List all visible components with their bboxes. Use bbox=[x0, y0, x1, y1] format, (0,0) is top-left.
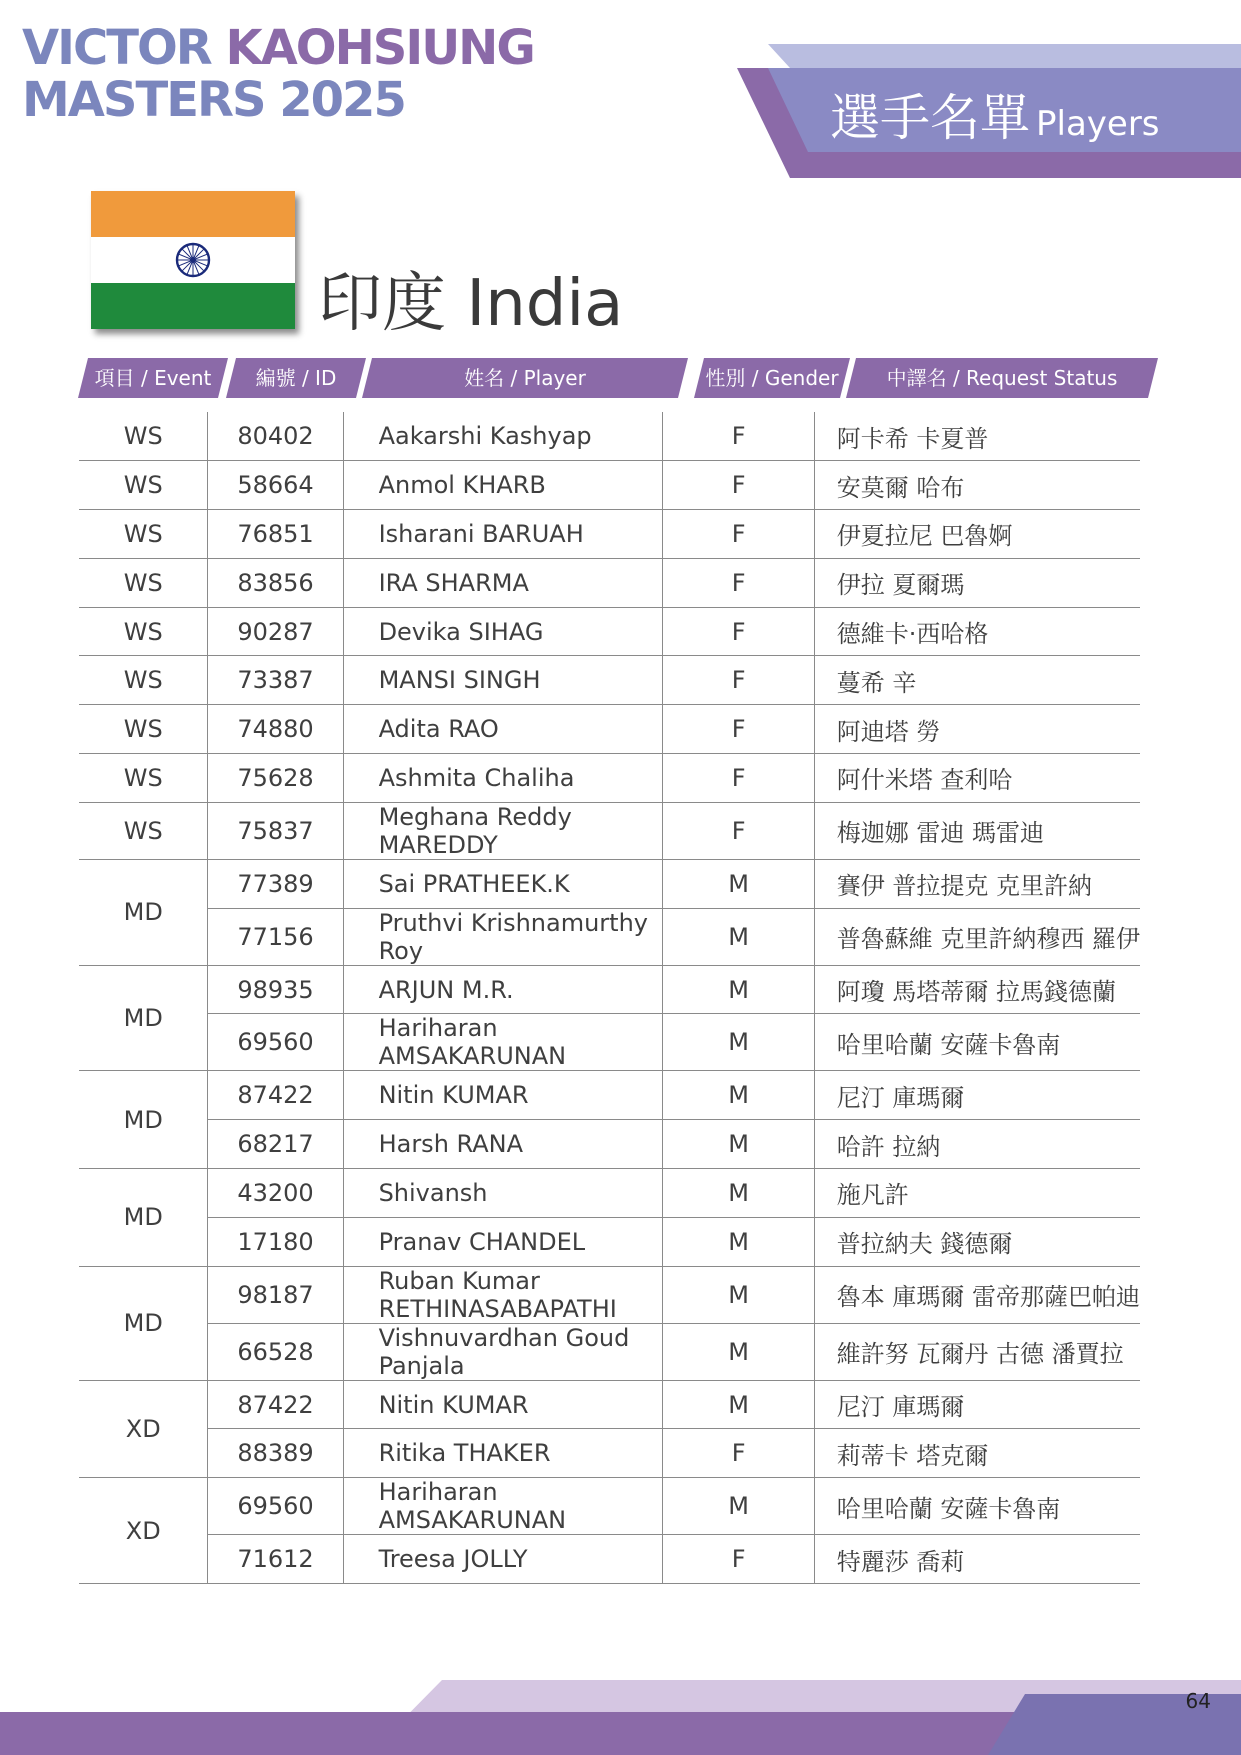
header-gender-label: 性別 / Gender bbox=[705, 366, 839, 390]
table-row bbox=[79, 510, 1140, 559]
table-row bbox=[79, 1323, 1140, 1380]
player-cell: ARJUN M.R. bbox=[343, 965, 663, 1014]
gender-cell: M bbox=[663, 1217, 814, 1266]
gender-cell: M bbox=[663, 1478, 814, 1535]
player-cell: IRA SHARMA bbox=[343, 558, 663, 607]
id-cell: 88389 bbox=[208, 1429, 343, 1478]
request-cell: 伊夏拉尼 巴魯婀 bbox=[814, 510, 1140, 559]
header-request-label: 中譯名 / Request Status bbox=[886, 366, 1118, 390]
table-row bbox=[79, 754, 1140, 803]
player-cell: Hariharan AMSAKARUNAN bbox=[343, 1014, 663, 1071]
id-cell: 75628 bbox=[208, 754, 343, 803]
id-cell: 98187 bbox=[208, 1266, 343, 1323]
table-row bbox=[79, 412, 1140, 461]
table-row bbox=[79, 859, 1140, 908]
id-cell: 77389 bbox=[208, 859, 343, 908]
player-cell: Pranav CHANDEL bbox=[343, 1217, 663, 1266]
player-cell: Sai PRATHEEK.K bbox=[343, 859, 663, 908]
header-id-label: 編號 / ID bbox=[255, 366, 337, 390]
footer-band bbox=[0, 1680, 1241, 1755]
gender-cell: M bbox=[663, 1014, 814, 1071]
table-row bbox=[79, 1014, 1140, 1071]
request-cell: 梅迦娜 雷迪 瑪雷迪 bbox=[814, 802, 1140, 859]
request-cell: 阿什米塔 查利哈 bbox=[814, 754, 1140, 803]
request-cell: 阿瓊 馬塔蒂爾 拉馬錢德蘭 bbox=[814, 965, 1140, 1014]
table-row bbox=[79, 1071, 1140, 1120]
ashoka-chakra-icon bbox=[175, 242, 211, 278]
table-row bbox=[79, 1429, 1140, 1478]
brand-victor: VICTOR bbox=[22, 20, 226, 76]
player-cell: Isharani BARUAH bbox=[343, 510, 663, 559]
india-flag bbox=[91, 191, 295, 329]
gender-cell: M bbox=[663, 1071, 814, 1120]
table-row bbox=[79, 461, 1140, 510]
player-cell: Ritika THAKER bbox=[343, 1429, 663, 1478]
country-title: 印度 India bbox=[318, 267, 624, 341]
request-cell: 施凡許 bbox=[814, 1169, 1140, 1218]
player-cell: Harsh RANA bbox=[343, 1120, 663, 1169]
gender-cell: M bbox=[663, 908, 814, 965]
id-cell: 75837 bbox=[208, 802, 343, 859]
event-cell: MD bbox=[79, 859, 208, 965]
event-cell: WS bbox=[79, 705, 208, 754]
request-cell: 維許努 瓦爾丹 古德 潘賈拉 bbox=[814, 1323, 1140, 1380]
gender-cell: F bbox=[663, 510, 814, 559]
gender-cell: M bbox=[663, 965, 814, 1014]
request-cell: 德維卡·西哈格 bbox=[814, 607, 1140, 656]
id-cell: 74880 bbox=[208, 705, 343, 754]
table-row bbox=[79, 1120, 1140, 1169]
event-cell: XD bbox=[79, 1380, 208, 1478]
gender-cell: M bbox=[663, 1323, 814, 1380]
gender-cell: F bbox=[663, 656, 814, 705]
player-cell: Treesa JOLLY bbox=[343, 1535, 663, 1584]
player-cell: Hariharan AMSAKARUNAN bbox=[343, 1478, 663, 1535]
player-cell: Ashmita Chaliha bbox=[343, 754, 663, 803]
request-cell: 賽伊 普拉提克 克里許納 bbox=[814, 859, 1140, 908]
player-roster-table bbox=[79, 412, 1140, 1584]
player-cell: Ruban Kumar RETHINASABAPATHI bbox=[343, 1266, 663, 1323]
request-cell: 伊拉 夏爾瑪 bbox=[814, 558, 1140, 607]
player-cell: Shivansh bbox=[343, 1169, 663, 1218]
table-row bbox=[79, 802, 1140, 859]
event-cell: WS bbox=[79, 607, 208, 656]
id-cell: 76851 bbox=[208, 510, 343, 559]
header-id bbox=[226, 358, 366, 398]
player-cell: Nitin KUMAR bbox=[343, 1380, 663, 1429]
event-cell: WS bbox=[79, 412, 208, 461]
event-cell: XD bbox=[79, 1478, 208, 1584]
banner-title-en: Players bbox=[1036, 104, 1160, 144]
banner-title bbox=[830, 78, 1160, 150]
gender-cell: F bbox=[663, 412, 814, 461]
id-cell: 87422 bbox=[208, 1380, 343, 1429]
id-cell: 71612 bbox=[208, 1535, 343, 1584]
gender-cell: M bbox=[663, 1120, 814, 1169]
request-cell: 哈里哈蘭 安薩卡魯南 bbox=[814, 1014, 1140, 1071]
player-cell: Vishnuvardhan Goud Panjala bbox=[343, 1323, 663, 1380]
id-cell: 69560 bbox=[208, 1478, 343, 1535]
event-cell: MD bbox=[79, 965, 208, 1071]
event-cell: WS bbox=[79, 558, 208, 607]
id-cell: 69560 bbox=[208, 1014, 343, 1071]
header-request bbox=[846, 358, 1158, 398]
player-cell: MANSI SINGH bbox=[343, 656, 663, 705]
player-cell: Adita RAO bbox=[343, 705, 663, 754]
request-cell: 普魯蘇維 克里許納穆西 羅伊 bbox=[814, 908, 1140, 965]
header-gender bbox=[694, 358, 850, 398]
event-cell: WS bbox=[79, 754, 208, 803]
table-row bbox=[79, 558, 1140, 607]
id-cell: 87422 bbox=[208, 1071, 343, 1120]
request-cell: 特麗莎 喬莉 bbox=[814, 1535, 1140, 1584]
player-cell: Nitin KUMAR bbox=[343, 1071, 663, 1120]
request-cell: 普拉納夫 錢德爾 bbox=[814, 1217, 1140, 1266]
request-cell: 哈許 拉納 bbox=[814, 1120, 1140, 1169]
id-cell: 83856 bbox=[208, 558, 343, 607]
gender-cell: M bbox=[663, 859, 814, 908]
table-row bbox=[79, 908, 1140, 965]
gender-cell: F bbox=[663, 705, 814, 754]
table-row bbox=[79, 656, 1140, 705]
player-cell: Aakarshi Kashyap bbox=[343, 412, 663, 461]
request-cell: 哈里哈蘭 安薩卡魯南 bbox=[814, 1478, 1140, 1535]
id-cell: 77156 bbox=[208, 908, 343, 965]
header-player-label: 姓名 / Player bbox=[464, 366, 586, 390]
event-cell: MD bbox=[79, 1169, 208, 1267]
gender-cell: M bbox=[663, 1380, 814, 1429]
table-row bbox=[79, 965, 1140, 1014]
player-cell: Devika SIHAG bbox=[343, 607, 663, 656]
table-row bbox=[79, 1535, 1140, 1584]
banner-title-zh: 選手名單 bbox=[830, 89, 1030, 147]
request-cell: 尼汀 庫瑪爾 bbox=[814, 1071, 1140, 1120]
request-cell: 尼汀 庫瑪爾 bbox=[814, 1380, 1140, 1429]
table-row bbox=[79, 1217, 1140, 1266]
id-cell: 98935 bbox=[208, 965, 343, 1014]
footer-shapes bbox=[0, 1680, 1241, 1755]
header-event bbox=[78, 358, 228, 398]
event-cell: WS bbox=[79, 461, 208, 510]
brand-kaohsiung: KAOHSIUNG bbox=[225, 20, 534, 76]
event-cell: MD bbox=[79, 1266, 208, 1380]
player-cell: Pruthvi Krishnamurthy Roy bbox=[343, 908, 663, 965]
gender-cell: M bbox=[663, 1169, 814, 1218]
id-cell: 43200 bbox=[208, 1169, 343, 1218]
request-cell: 莉蒂卡 塔克爾 bbox=[814, 1429, 1140, 1478]
header-event-label: 項目 / Event bbox=[94, 366, 212, 390]
id-cell: 58664 bbox=[208, 461, 343, 510]
request-cell: 安莫爾 哈布 bbox=[814, 461, 1140, 510]
gender-cell: F bbox=[663, 607, 814, 656]
id-cell: 17180 bbox=[208, 1217, 343, 1266]
request-cell: 阿迪塔 勞 bbox=[814, 705, 1140, 754]
request-cell: 魯本 庫瑪爾 雷帝那薩巴帕迪 bbox=[814, 1266, 1140, 1323]
id-cell: 68217 bbox=[208, 1120, 343, 1169]
event-cell: WS bbox=[79, 656, 208, 705]
request-cell: 阿卡希 卡夏普 bbox=[814, 412, 1140, 461]
gender-cell: F bbox=[663, 461, 814, 510]
event-cell: MD bbox=[79, 1071, 208, 1169]
table-row bbox=[79, 1266, 1140, 1323]
table-row bbox=[79, 1380, 1140, 1429]
player-cell: Anmol KHARB bbox=[343, 461, 663, 510]
request-cell: 蔓希 辛 bbox=[814, 656, 1140, 705]
table-row bbox=[79, 1478, 1140, 1535]
id-cell: 90287 bbox=[208, 607, 343, 656]
player-cell: Meghana Reddy MAREDDY bbox=[343, 802, 663, 859]
table-row bbox=[79, 1169, 1140, 1218]
gender-cell: F bbox=[663, 1535, 814, 1584]
gender-cell: F bbox=[663, 1429, 814, 1478]
table-row bbox=[79, 705, 1140, 754]
gender-cell: F bbox=[663, 802, 814, 859]
table-row bbox=[79, 607, 1140, 656]
gender-cell: M bbox=[663, 1266, 814, 1323]
header-player bbox=[362, 358, 688, 398]
roster-body bbox=[79, 412, 1140, 1584]
event-cell: WS bbox=[79, 510, 208, 559]
id-cell: 66528 bbox=[208, 1323, 343, 1380]
id-cell: 73387 bbox=[208, 656, 343, 705]
id-cell: 80402 bbox=[208, 412, 343, 461]
brand-line-2: MASTERS 2025 bbox=[22, 72, 405, 128]
gender-cell: F bbox=[663, 558, 814, 607]
event-cell: WS bbox=[79, 802, 208, 859]
gender-cell: F bbox=[663, 754, 814, 803]
page-number: 64 bbox=[1185, 1689, 1211, 1713]
